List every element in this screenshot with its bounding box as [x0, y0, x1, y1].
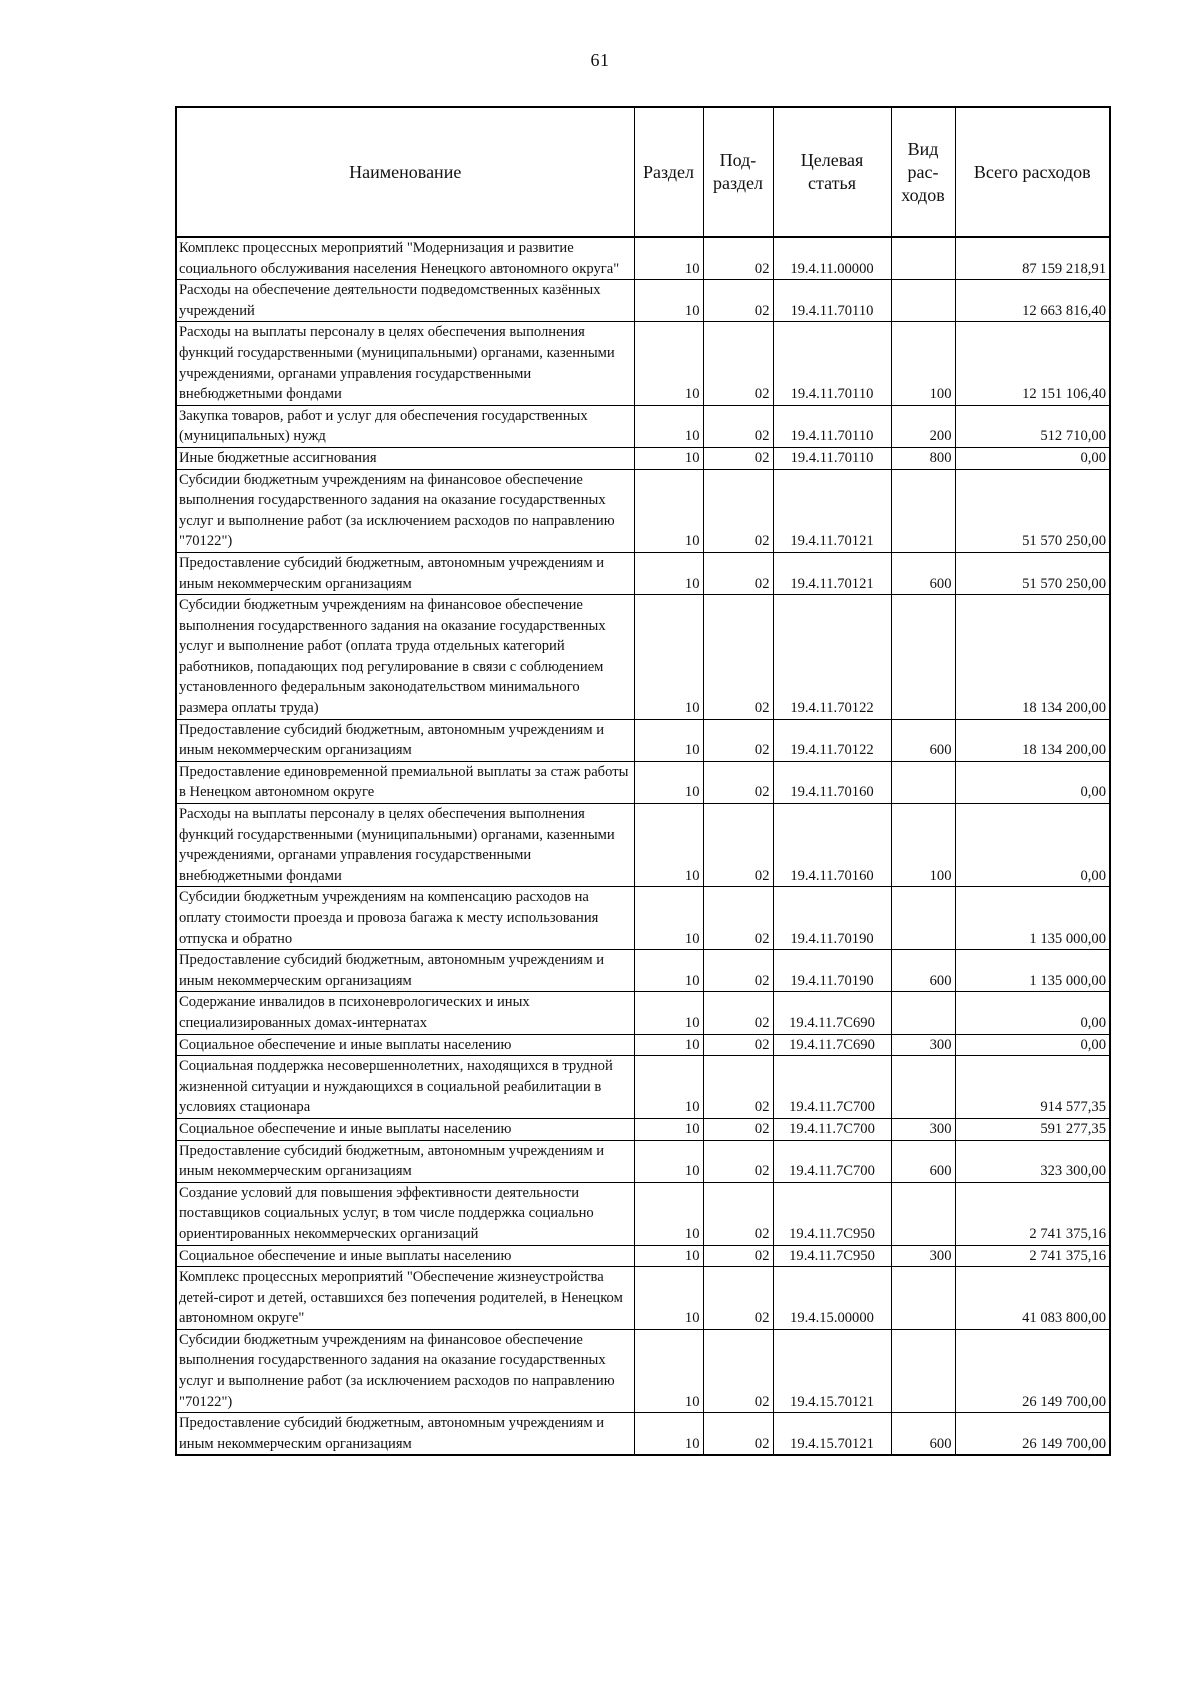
row-total: 87 159 218,91: [955, 237, 1110, 280]
row-expense-type: [891, 1267, 955, 1330]
row-name: Предоставление субсидий бюджетным, автономным учреждениям и иным некоммерческим организациям: [176, 950, 634, 992]
header-razdel-label: Раздел: [643, 161, 694, 182]
row-razdel: 10: [634, 992, 703, 1034]
row-expense-type: 200: [891, 405, 955, 447]
row-podrazdel: 02: [703, 1329, 773, 1412]
table-row: [176, 595, 1110, 720]
row-expense-type: [891, 1182, 955, 1245]
row-total: 12 663 816,40: [955, 280, 1110, 322]
header-total: [955, 107, 1110, 237]
row-name: Расходы на обеспечение деятельности подведомственных казённых учреждений: [176, 280, 634, 322]
row-target-article: 19.4.11.7С950: [773, 1182, 891, 1245]
row-razdel: 10: [634, 1267, 703, 1330]
table-row: [176, 761, 1110, 803]
row-razdel: 10: [634, 1140, 703, 1182]
row-total: 0,00: [955, 447, 1110, 469]
header-podrazdel: [703, 107, 773, 237]
row-expense-type: [891, 887, 955, 950]
row-name: Субсидии бюджетным учреждениям на финансовое обеспечение выполнения государственного задания на оказание государственных услуг и выполнение работ (за исключением расходов по направлению "70122"): [176, 1329, 634, 1412]
row-expense-type: 600: [891, 1413, 955, 1456]
row-razdel: 10: [634, 1182, 703, 1245]
row-name: Социальное обеспечение и иные выплаты населению: [176, 1034, 634, 1056]
table-row: [176, 237, 1110, 280]
table-row: [176, 1056, 1110, 1119]
row-target-article: 19.4.15.70121: [773, 1329, 891, 1412]
row-total: 41 083 800,00: [955, 1267, 1110, 1330]
row-expense-type: 100: [891, 804, 955, 887]
row-expense-type: 300: [891, 1034, 955, 1056]
row-expense-type: [891, 992, 955, 1034]
row-razdel: 10: [634, 1329, 703, 1412]
row-total: 914 577,35: [955, 1056, 1110, 1119]
table-row: [176, 950, 1110, 992]
row-total: 26 149 700,00: [955, 1329, 1110, 1412]
row-expense-type: 100: [891, 322, 955, 405]
table-row: [176, 1118, 1110, 1140]
row-razdel: 10: [634, 804, 703, 887]
row-total: 1 135 000,00: [955, 887, 1110, 950]
row-razdel: 10: [634, 237, 703, 280]
table-row: [176, 992, 1110, 1034]
row-total: 51 570 250,00: [955, 552, 1110, 594]
row-target-article: 19.4.15.00000: [773, 1267, 891, 1330]
row-razdel: 10: [634, 552, 703, 594]
header-razdel: [634, 107, 703, 237]
row-podrazdel: 02: [703, 280, 773, 322]
row-expense-type: 600: [891, 1140, 955, 1182]
row-podrazdel: 02: [703, 1140, 773, 1182]
row-name: Предоставление субсидий бюджетным, автономным учреждениям и иным некоммерческим организациям: [176, 552, 634, 594]
row-expense-type: [891, 237, 955, 280]
row-target-article: 19.4.11.70190: [773, 950, 891, 992]
row-target-article: 19.4.11.70190: [773, 887, 891, 950]
row-total: 0,00: [955, 992, 1110, 1034]
row-target-article: 19.4.11.7С700: [773, 1056, 891, 1119]
row-podrazdel: 02: [703, 237, 773, 280]
row-podrazdel: 02: [703, 595, 773, 720]
row-target-article: 19.4.11.00000: [773, 237, 891, 280]
row-razdel: 10: [634, 1056, 703, 1119]
row-target-article: 19.4.11.70122: [773, 595, 891, 720]
row-total: 323 300,00: [955, 1140, 1110, 1182]
table-row: [176, 1034, 1110, 1056]
table-row: [176, 280, 1110, 322]
row-target-article: 19.4.11.70110: [773, 405, 891, 447]
row-name: Комплекс процессных мероприятий "Модернизация и развитие социального обслуживания населения Ненецкого автономного округа": [176, 237, 634, 280]
row-target-article: 19.4.11.7С690: [773, 992, 891, 1034]
row-podrazdel: 02: [703, 1056, 773, 1119]
row-target-article: 19.4.11.70160: [773, 804, 891, 887]
row-name: Иные бюджетные ассигнования: [176, 447, 634, 469]
row-podrazdel: 02: [703, 405, 773, 447]
row-total: 1 135 000,00: [955, 950, 1110, 992]
row-target-article: 19.4.11.70160: [773, 761, 891, 803]
row-razdel: 10: [634, 280, 703, 322]
row-razdel: 10: [634, 447, 703, 469]
row-podrazdel: 02: [703, 469, 773, 552]
header-name-label: Наименование: [349, 161, 462, 182]
row-total: 591 277,35: [955, 1118, 1110, 1140]
page-number: 61: [590, 50, 610, 70]
row-total: 18 134 200,00: [955, 595, 1110, 720]
row-podrazdel: 02: [703, 1267, 773, 1330]
row-expense-type: 300: [891, 1118, 955, 1140]
row-razdel: 10: [634, 887, 703, 950]
row-podrazdel: 02: [703, 447, 773, 469]
row-target-article: 19.4.11.7С690: [773, 1034, 891, 1056]
row-target-article: 19.4.11.70121: [773, 552, 891, 594]
table-row: [176, 1245, 1110, 1267]
row-total: 512 710,00: [955, 405, 1110, 447]
header-target-label: Целевая статья: [800, 150, 864, 193]
header-total-label: Всего расходов: [973, 161, 1091, 182]
row-name: Расходы на выплаты персоналу в целях обеспечения выполнения функций государственными (муниципальными) органами, казенными учреждениями, органами управления государственными внебюджетными фондами: [176, 322, 634, 405]
row-razdel: 10: [634, 719, 703, 761]
row-expense-type: 300: [891, 1245, 955, 1267]
header-vid-label: Вид рас- ходов: [901, 138, 945, 205]
row-expense-type: [891, 595, 955, 720]
row-razdel: 10: [634, 1118, 703, 1140]
row-podrazdel: 02: [703, 322, 773, 405]
row-name: Предоставление субсидий бюджетным, автономным учреждениям и иным некоммерческим организациям: [176, 1413, 634, 1456]
row-expense-type: 800: [891, 447, 955, 469]
header-podrazdel-label: Под- раздел: [713, 150, 763, 193]
table-row: [176, 1267, 1110, 1330]
table-header-row: [176, 107, 1110, 237]
header-name: [176, 107, 634, 237]
row-podrazdel: 02: [703, 1182, 773, 1245]
row-razdel: 10: [634, 1245, 703, 1267]
row-name: Предоставление субсидий бюджетным, автономным учреждениям и иным некоммерческим организациям: [176, 719, 634, 761]
row-podrazdel: 02: [703, 719, 773, 761]
row-name: Расходы на выплаты персоналу в целях обеспечения выполнения функций государственными (муниципальными) органами, казенными учреждениями, органами управления государственными внебюджетными фондами: [176, 804, 634, 887]
row-expense-type: [891, 1056, 955, 1119]
row-total: 2 741 375,16: [955, 1182, 1110, 1245]
row-expense-type: 600: [891, 552, 955, 594]
table-row: [176, 1182, 1110, 1245]
row-total: 2 741 375,16: [955, 1245, 1110, 1267]
row-target-article: 19.4.11.70110: [773, 447, 891, 469]
row-total: 26 149 700,00: [955, 1413, 1110, 1456]
row-razdel: 10: [634, 761, 703, 803]
row-name: Социальное обеспечение и иные выплаты населению: [176, 1118, 634, 1140]
row-podrazdel: 02: [703, 1034, 773, 1056]
table-row: [176, 719, 1110, 761]
row-total: 51 570 250,00: [955, 469, 1110, 552]
row-name: Закупка товаров, работ и услуг для обеспечения государственных (муниципальных) нужд: [176, 405, 634, 447]
row-podrazdel: 02: [703, 804, 773, 887]
table-row: [176, 447, 1110, 469]
table-row: [176, 887, 1110, 950]
row-expense-type: 600: [891, 719, 955, 761]
row-podrazdel: 02: [703, 761, 773, 803]
table-row: [176, 469, 1110, 552]
table-row: [176, 322, 1110, 405]
row-razdel: 10: [634, 1413, 703, 1456]
budget-table: [175, 106, 1111, 1456]
row-name: Субсидии бюджетным учреждениям на финансовое обеспечение выполнения государственного задания на оказание государственных услуг и выполнение работ (за исключением расходов по направлению "70122"): [176, 469, 634, 552]
row-podrazdel: 02: [703, 950, 773, 992]
row-total: 0,00: [955, 1034, 1110, 1056]
row-target-article: 19.4.11.70122: [773, 719, 891, 761]
row-name: Содержание инвалидов в психоневрологических и иных специализированных домах-интернатах: [176, 992, 634, 1034]
header-vid: [891, 107, 955, 237]
row-podrazdel: 02: [703, 1118, 773, 1140]
table-row: [176, 1329, 1110, 1412]
row-razdel: 10: [634, 322, 703, 405]
row-podrazdel: 02: [703, 887, 773, 950]
row-expense-type: [891, 280, 955, 322]
table-row: [176, 1140, 1110, 1182]
row-total: 0,00: [955, 761, 1110, 803]
table-body: [176, 237, 1110, 1455]
row-razdel: 10: [634, 469, 703, 552]
row-expense-type: [891, 761, 955, 803]
row-podrazdel: 02: [703, 992, 773, 1034]
table-row: [176, 405, 1110, 447]
row-expense-type: 600: [891, 950, 955, 992]
row-target-article: 19.4.11.7С700: [773, 1140, 891, 1182]
table-row: [176, 804, 1110, 887]
row-razdel: 10: [634, 1034, 703, 1056]
row-name: Социальное обеспечение и иные выплаты населению: [176, 1245, 634, 1267]
row-name: Субсидии бюджетным учреждениям на компенсацию расходов на оплату стоимости проезда и провоза багажа к месту использования отпуска и обратно: [176, 887, 634, 950]
row-target-article: 19.4.11.7С700: [773, 1118, 891, 1140]
row-total: 0,00: [955, 804, 1110, 887]
row-name: Предоставление единовременной премиальной выплаты за стаж работы в Ненецком автономном округе: [176, 761, 634, 803]
row-podrazdel: 02: [703, 1245, 773, 1267]
row-target-article: 19.4.11.7С950: [773, 1245, 891, 1267]
row-name: Предоставление субсидий бюджетным, автономным учреждениям и иным некоммерческим организациям: [176, 1140, 634, 1182]
row-razdel: 10: [634, 950, 703, 992]
row-expense-type: [891, 469, 955, 552]
row-target-article: 19.4.11.70110: [773, 322, 891, 405]
row-name: Субсидии бюджетным учреждениям на финансовое обеспечение выполнения государственного задания на оказание государственных услуг и выполнение работ (оплата труда отдельных категорий работников, попадающих под регулирование в связи с соблюдением установленного федеральным законодательством минимального размера оплаты труда): [176, 595, 634, 720]
header-target: [773, 107, 891, 237]
row-total: 18 134 200,00: [955, 719, 1110, 761]
row-name: Комплекс процессных мероприятий "Обеспечение жизнеустройства детей-сирот и детей, оставшихся без попечения родителей, в Ненецком автономном округе": [176, 1267, 634, 1330]
table-row: [176, 552, 1110, 594]
row-target-article: 19.4.15.70121: [773, 1413, 891, 1456]
row-target-article: 19.4.11.70110: [773, 280, 891, 322]
row-podrazdel: 02: [703, 552, 773, 594]
row-expense-type: [891, 1329, 955, 1412]
row-name: Создание условий для повышения эффективности деятельности поставщиков социальных услуг, в том числе поддержка социально ориентированных некоммерческих организаций: [176, 1182, 634, 1245]
row-podrazdel: 02: [703, 1413, 773, 1456]
table-row: [176, 1413, 1110, 1456]
row-name: Социальная поддержка несовершеннолетних, находящихся в трудной жизненной ситуации и нуждающихся в социальной реабилитации в условиях стационара: [176, 1056, 634, 1119]
row-target-article: 19.4.11.70121: [773, 469, 891, 552]
row-razdel: 10: [634, 595, 703, 720]
row-total: 12 151 106,40: [955, 322, 1110, 405]
row-razdel: 10: [634, 405, 703, 447]
